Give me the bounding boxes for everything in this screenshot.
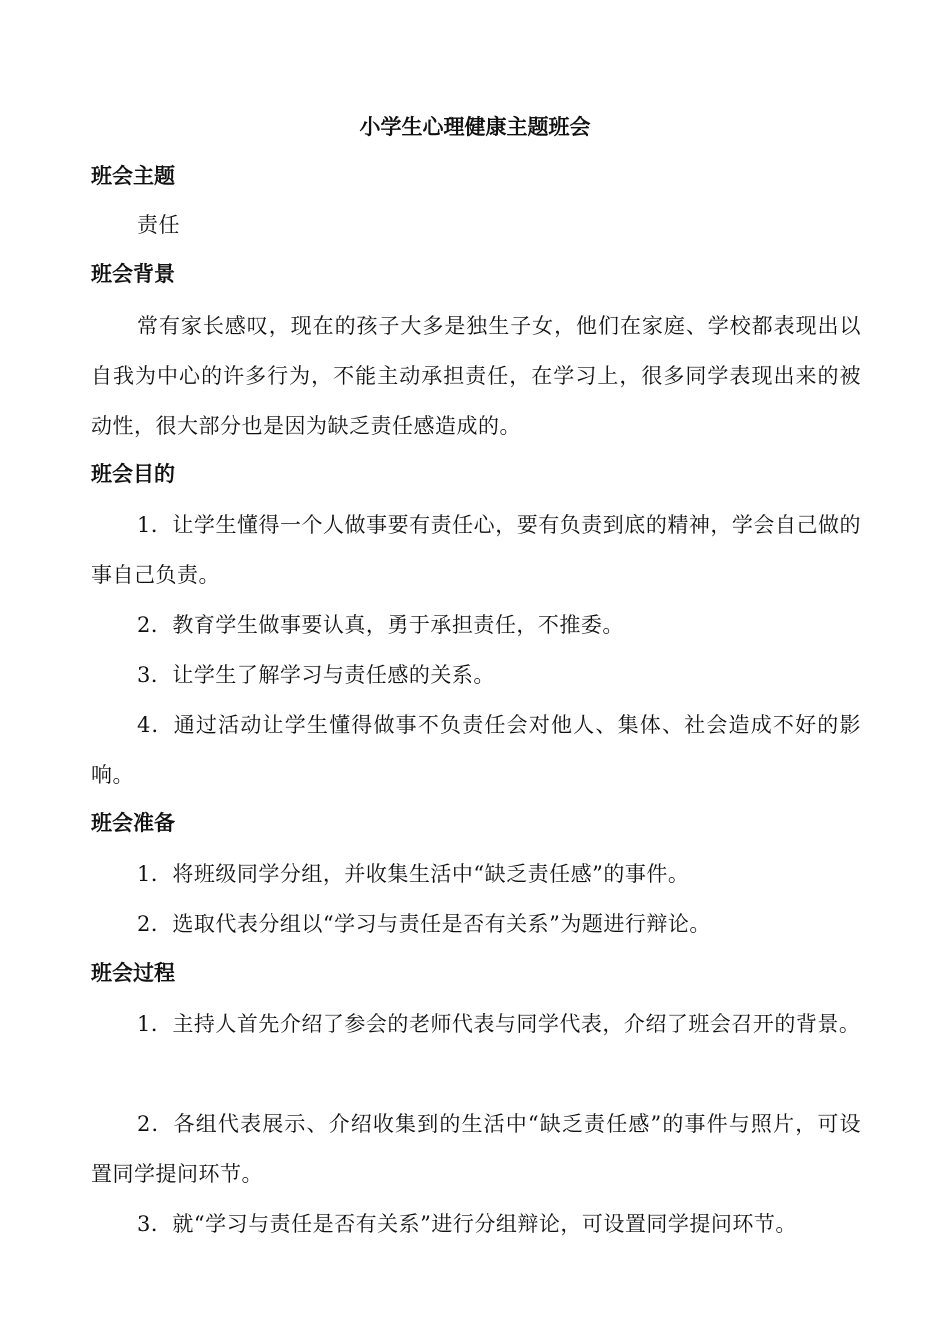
section-heading-background: 班会背景 [91, 262, 175, 286]
paragraph-theme: 责任 [137, 213, 180, 237]
paragraph-goal-1: 1．让学生懂得一个人做事要有责任心，要有负责到底的精神，学会自己做的事自己负责。 [91, 513, 861, 587]
paragraph-preparation-2: 2．选取代表分组以“学习与责任是否有关系”为题进行辩论。 [137, 912, 711, 936]
paragraph-process-3: 3．就“学习与责任是否有关系”进行分组辩论，可设置同学提问环节。 [137, 1212, 797, 1236]
paragraph-process-2: 2．各组代表展示、介绍收集到的生活中“缺乏责任感”的事件与照片，可设置同学提问环节。 [91, 1112, 861, 1186]
paragraph-goal-4: 4．通过活动让学生懂得做事不负责任会对他人、集体、社会造成不好的影响。 [91, 713, 861, 787]
paragraph-goal-2: 2．教育学生做事要认真，勇于承担责任，不推委。 [137, 613, 624, 637]
section-heading-goals: 班会目的 [91, 462, 175, 486]
section-heading-process: 班会过程 [91, 961, 175, 985]
paragraph-process-1: 1．主持人首先介绍了参会的老师代表与同学代表，介绍了班会召开的背景。 [137, 1012, 861, 1036]
paragraph-goal-3: 3．让学生了解学习与责任感的关系。 [137, 663, 495, 687]
document-title: 小学生心理健康主题班会 [359, 115, 591, 139]
section-heading-preparation: 班会准备 [91, 811, 175, 835]
section-heading-theme: 班会主题 [91, 164, 175, 188]
paragraph-preparation-1: 1．将班级同学分组，并收集生活中“缺乏责任感”的事件。 [137, 862, 690, 886]
paragraph-background: 常有家长感叹，现在的孩子大多是独生子女，他们在家庭、学校都表现出以自我为中心的许多行为，不能主动承担责任，在学习上，很多同学表现出来的被动性，很大部分也是因为缺乏责任感造成的。 [91, 314, 861, 438]
